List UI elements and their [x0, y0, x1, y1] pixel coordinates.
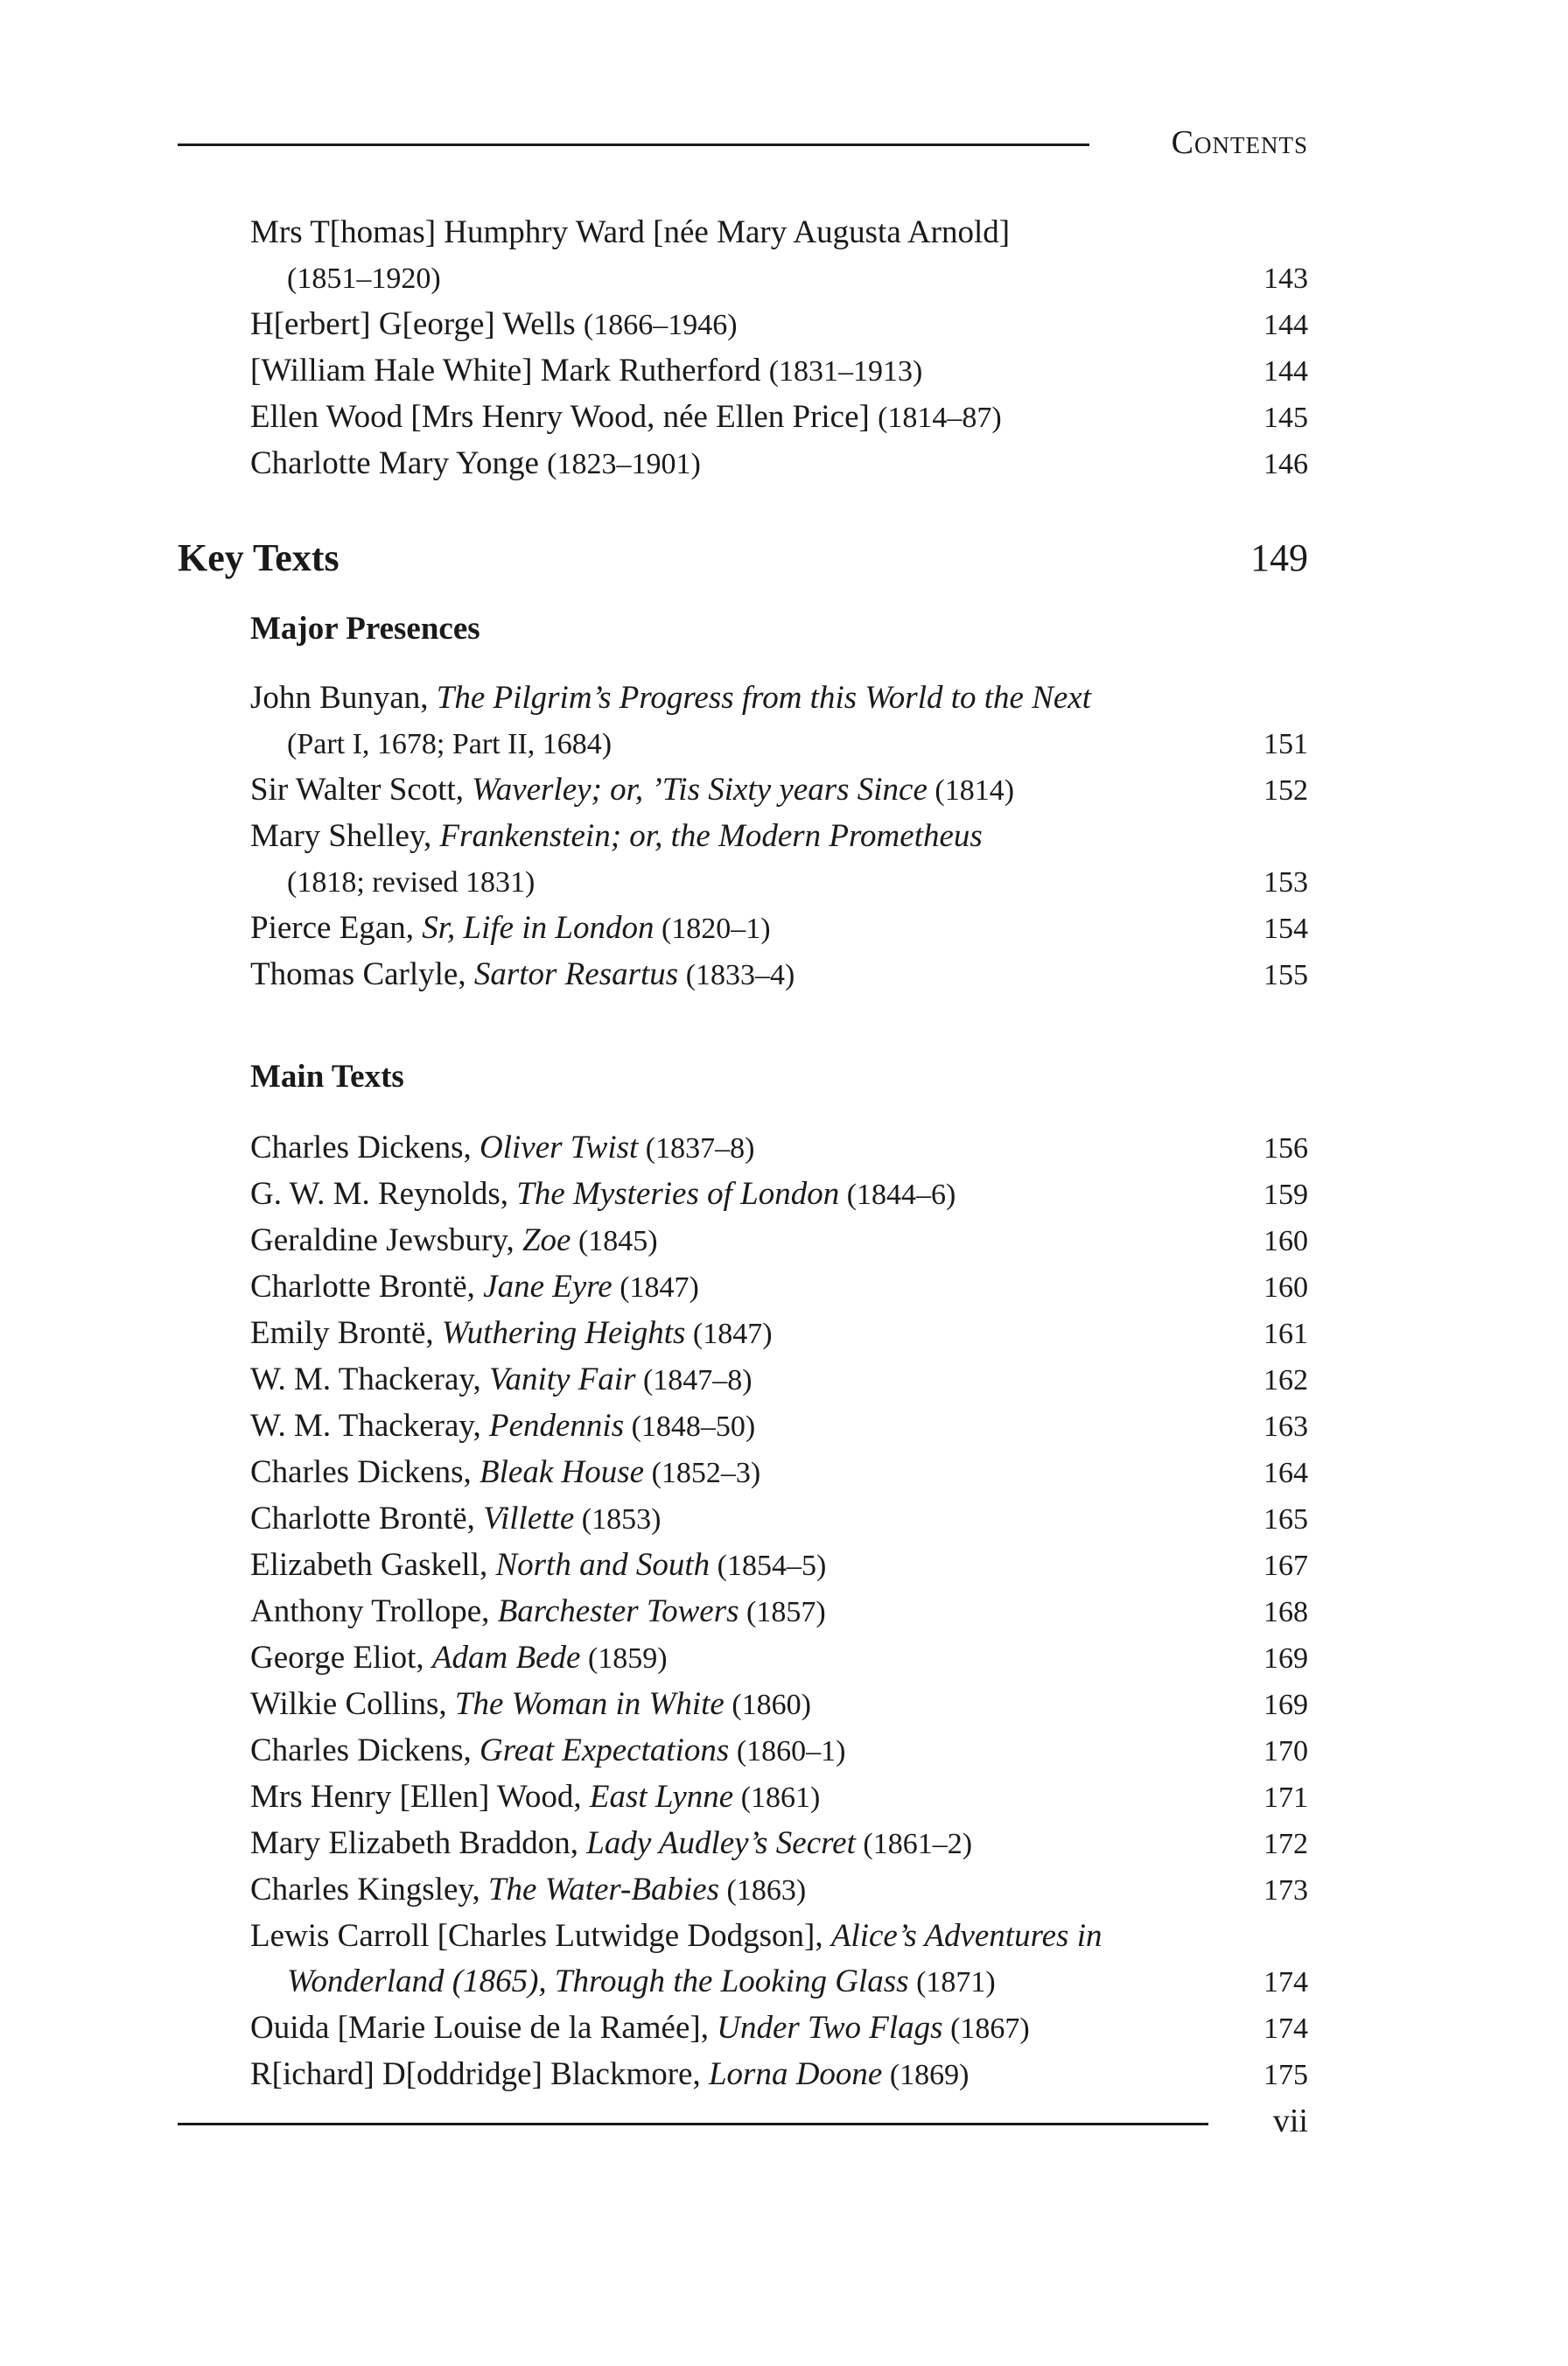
entry-years: (1845): [570, 1225, 658, 1257]
entry-page-number: 169: [1264, 1642, 1308, 1675]
entry-line: [250, 1543, 1308, 1589]
entry-author: W. M. Thackeray,: [250, 1362, 489, 1397]
entry-author: Ouida [Marie Louise de la Ramée],: [250, 2010, 718, 2046]
entry-page-number: 168: [1264, 1596, 1308, 1628]
entry-author: W. M. Thackeray,: [250, 1408, 489, 1444]
entry-line: [250, 1404, 1308, 1450]
entry-line: [250, 1125, 1308, 1172]
entry-page-number: 175: [1264, 2059, 1308, 2091]
entry-title: Adam Bede: [431, 1640, 581, 1676]
entry-author: Sir Walter Scott,: [250, 772, 472, 808]
entry-page-number: 167: [1264, 1550, 1308, 1582]
entry-title: Wuthering Heights: [441, 1315, 686, 1351]
section-page-number: 149: [1250, 536, 1308, 579]
entry-page-number: 146: [1264, 448, 1308, 480]
entry-years: (1851–1920): [287, 262, 441, 295]
entry-page-number: 144: [1264, 355, 1308, 388]
entry-title-continued: Wonderland (1865), Through the Looking Glass: [287, 1964, 909, 1999]
entry-line: [250, 1867, 1308, 1914]
entry-line: [250, 1589, 1308, 1635]
toc-entry[interactable]: [250, 1821, 1308, 1867]
entry-author: Anthony Trollope,: [250, 1593, 498, 1629]
entry-author: Geraldine Jewsbury,: [250, 1222, 522, 1258]
entry-author: George Eliot,: [250, 1640, 432, 1676]
toc-entry[interactable]: [250, 1264, 1308, 1311]
entry-years: (1852–3): [644, 1457, 761, 1489]
entry-years: (1866–1946): [583, 309, 738, 341]
entry-author: Lewis Carroll [Charles Lutwidge Dodgson],: [250, 1918, 831, 1954]
entry-author: Mrs Henry [Ellen] Wood,: [250, 1779, 590, 1815]
entry-line-continued: [250, 1959, 1308, 2006]
entry-author: Ellen Wood [Mrs Henry Wood, née Ellen Price]: [250, 399, 870, 435]
entry-line: [250, 2006, 1308, 2052]
entry-title: Sr, Life in London: [422, 910, 654, 946]
entry-title: East Lynne: [589, 1779, 734, 1815]
entry-years: (1847): [685, 1318, 773, 1350]
entry-title: The Mysteries of London: [516, 1176, 840, 1212]
entry-page-number: 164: [1264, 1457, 1308, 1489]
section-heading-key-texts[interactable]: [178, 536, 1308, 580]
toc-entry[interactable]: [250, 1635, 1308, 1682]
entry-author: Pierce Egan,: [250, 910, 423, 946]
entry-years: (1847–8): [635, 1364, 752, 1396]
entry-page-number: 170: [1264, 1735, 1308, 1768]
toc-entry[interactable]: [250, 1496, 1308, 1543]
entry-title: The Water-Babies: [487, 1872, 720, 1908]
entry-author: G. W. M. Reynolds,: [250, 1176, 517, 1212]
entry-page-number: 153: [1264, 866, 1308, 899]
entry-author: R[ichard] D[oddridge] Blackmore,: [250, 2056, 709, 2092]
subheading-main-texts: Main Texts: [250, 1059, 404, 1095]
page-folio: vii: [1272, 2103, 1308, 2139]
entry-years: (1820–1): [654, 913, 771, 945]
entry-author: Emily Brontë,: [250, 1315, 442, 1351]
entry-page-number: 143: [1264, 262, 1308, 295]
entry-line: [250, 1774, 1308, 1821]
entry-page-number: 160: [1264, 1225, 1308, 1257]
entry-years: (1847): [612, 1271, 699, 1304]
entry-page-number: 160: [1264, 1271, 1308, 1304]
entry-author: H[erbert] G[eorge] Wells: [250, 306, 576, 342]
entry-title: Lorna Doone: [708, 2056, 883, 2092]
entry-years: (1857): [738, 1596, 826, 1628]
entry-line: [250, 1821, 1308, 1867]
toc-entry[interactable]: [250, 906, 1308, 952]
entry-line: [250, 1172, 1308, 1218]
entry-years: (1833–4): [678, 959, 795, 991]
toc-entry[interactable]: [250, 1914, 1308, 2006]
entry-title: Vanity Fair: [488, 1362, 636, 1397]
entry-line: [250, 1264, 1308, 1311]
entry-line: [250, 676, 1308, 721]
running-head: Contents: [1171, 124, 1308, 161]
entry-title: Alice’s Adventures in: [830, 1918, 1102, 1954]
toc-entry[interactable]: [250, 952, 1308, 998]
toc-entry[interactable]: [250, 1404, 1308, 1450]
entry-line: [250, 210, 1308, 256]
entry-author: Charlotte Brontë,: [250, 1501, 484, 1536]
entry-years: (1818; revised 1831): [287, 866, 536, 899]
toc-entry[interactable]: [250, 1682, 1308, 1728]
entry-title: Barchester Towers: [497, 1593, 739, 1629]
entry-years: (1844–6): [839, 1179, 956, 1211]
major-presences-list: [250, 676, 1308, 998]
toc-entry[interactable]: [250, 1172, 1308, 1218]
entry-title: Frankenstein; or, the Modern Prometheus: [439, 818, 983, 854]
entry-author: Charles Dickens,: [250, 1130, 480, 1166]
entry-line: [250, 2052, 1308, 2098]
entry-page-number: 163: [1264, 1410, 1308, 1443]
entry-page-number: 169: [1264, 1689, 1308, 1721]
toc-entry[interactable]: [250, 1728, 1308, 1774]
toc-entry[interactable]: [250, 1218, 1308, 1264]
toc-entry[interactable]: [250, 676, 1308, 767]
entry-line: [250, 1682, 1308, 1728]
entry-author: Charles Kingsley,: [250, 1872, 488, 1908]
entry-line-continued: [250, 859, 1308, 906]
entry-years: (1867): [942, 2012, 1030, 2045]
main-texts-list: [250, 1125, 1308, 2098]
entry-years: (1837–8): [638, 1132, 755, 1165]
entry-years: (1860): [724, 1689, 812, 1721]
entry-line-continued: [250, 721, 1308, 767]
entry-line: [250, 395, 1308, 441]
entry-years: (1859): [580, 1642, 668, 1675]
entry-page-number: 174: [1264, 1966, 1308, 1998]
toc-entry[interactable]: [250, 2052, 1308, 2098]
entry-title: Jane Eyre: [483, 1269, 612, 1305]
entry-page-number: 151: [1264, 728, 1308, 760]
section-title: Key Texts: [178, 536, 340, 579]
entry-years: (1869): [882, 2059, 970, 2091]
entry-author: Elizabeth Gaskell,: [250, 1547, 496, 1583]
entry-title: Great Expectations: [480, 1732, 730, 1768]
entry-page-number: 154: [1264, 913, 1308, 945]
entry-years: (1848–50): [624, 1410, 756, 1443]
entry-title: North and South: [495, 1547, 710, 1583]
entry-page-number: 171: [1264, 1782, 1308, 1814]
entry-page-number: 156: [1264, 1132, 1308, 1165]
entry-title: Oliver Twist: [480, 1130, 639, 1166]
header-rule: [178, 144, 1089, 146]
entry-page-number: 165: [1264, 1503, 1308, 1536]
entry-line: [250, 1914, 1308, 1959]
toc-entry[interactable]: [250, 814, 1308, 906]
entry-title: Bleak House: [480, 1454, 645, 1490]
toc-entry[interactable]: [250, 441, 1308, 487]
entry-years: (1871): [908, 1966, 996, 1998]
toc-entry[interactable]: [250, 1774, 1308, 1821]
entry-years: (1863): [719, 1874, 807, 1907]
entry-years: (1861): [733, 1782, 821, 1814]
entry-line: [250, 814, 1308, 859]
entry-title: Sartor Resartus: [473, 956, 679, 992]
entry-years: (1853): [574, 1503, 662, 1536]
entry-line: [250, 441, 1308, 487]
entry-title: The Woman in White: [454, 1686, 724, 1722]
entry-title: Under Two Flags: [717, 2010, 943, 2046]
entry-author: Mary Shelley,: [250, 818, 440, 854]
toc-entry[interactable]: [250, 767, 1308, 814]
entry-title: Villette: [483, 1501, 575, 1536]
entry-author: John Bunyan,: [250, 680, 437, 716]
entry-author: Wilkie Collins,: [250, 1686, 455, 1722]
toc-entry[interactable]: [250, 1589, 1308, 1635]
entry-page-number: 174: [1264, 2012, 1308, 2045]
entry-years: (1860–1): [729, 1735, 846, 1768]
toc-entry[interactable]: [250, 1311, 1308, 1357]
entry-page-number: 159: [1264, 1179, 1308, 1211]
entry-page-number: 155: [1264, 959, 1308, 991]
entry-years: (1814–87): [878, 402, 1002, 434]
entry-author: Charles Dickens,: [250, 1732, 480, 1768]
entry-author: Charlotte Brontë,: [250, 1269, 484, 1305]
entry-years: (1814): [927, 774, 1015, 807]
entry-author: Mary Elizabeth Braddon,: [250, 1825, 587, 1861]
entry-author: Charlotte Mary Yonge: [250, 445, 539, 481]
entry-line: [250, 767, 1308, 814]
subheading-major-presences: Major Presences: [250, 611, 480, 647]
entry-line: [250, 1311, 1308, 1357]
toc-entry[interactable]: [250, 1543, 1308, 1589]
entry-years: (1823–1901): [547, 448, 701, 480]
entry-line: [250, 906, 1308, 952]
entry-title: Zoe: [522, 1222, 571, 1258]
entry-line: [250, 1496, 1308, 1543]
toc-entry[interactable]: [250, 302, 1308, 348]
entry-author: Mrs T[homas] Humphry Ward [née Mary Augusta Arnold]: [250, 214, 1011, 250]
entry-page-number: 173: [1264, 1874, 1308, 1907]
entry-page-number: 145: [1264, 402, 1308, 434]
entry-line: [250, 1357, 1308, 1404]
entry-page-number: 172: [1264, 1828, 1308, 1860]
toc-entry[interactable]: [250, 1867, 1308, 1914]
entry-line-continued: [250, 256, 1308, 302]
toc-entry[interactable]: [250, 395, 1308, 441]
toc-entry[interactable]: [250, 348, 1308, 395]
entry-line: [250, 348, 1308, 395]
entry-page-number: 144: [1264, 309, 1308, 341]
toc-entry[interactable]: [250, 210, 1308, 302]
entry-years: (1861–2): [855, 1828, 973, 1860]
entry-line: [250, 302, 1308, 348]
entry-page-number: 162: [1264, 1364, 1308, 1396]
entry-page-number: 152: [1264, 774, 1308, 807]
entry-years: (1831–1913): [768, 355, 923, 388]
entry-author: Charles Dickens,: [250, 1454, 480, 1490]
entry-line: [250, 1635, 1308, 1682]
toc-entry[interactable]: [250, 1450, 1308, 1496]
top-entries-list: [250, 210, 1308, 487]
entry-page-number: 161: [1264, 1318, 1308, 1350]
entry-author: [William Hale White] Mark Rutherford: [250, 353, 761, 388]
entry-line: [250, 952, 1308, 998]
entry-line: [250, 1218, 1308, 1264]
entry-line: [250, 1450, 1308, 1496]
toc-entry[interactable]: [250, 1125, 1308, 1172]
entry-title: Lady Audley’s Secret: [586, 1825, 856, 1861]
entry-title: Waverley; or, ’Tis Sixty years Since: [472, 772, 928, 808]
entry-line: [250, 1728, 1308, 1774]
toc-entry[interactable]: [250, 1357, 1308, 1404]
entry-years: (1854–5): [710, 1550, 827, 1582]
toc-entry[interactable]: [250, 2006, 1308, 2052]
entry-author: Thomas Carlyle,: [250, 956, 474, 992]
entry-title: Pendennis: [488, 1408, 625, 1444]
entry-title: The Pilgrim’s Progress from this World to the Next: [436, 680, 1092, 716]
entry-years: (Part I, 1678; Part II, 1684): [287, 728, 612, 760]
footer-rule: [178, 2123, 1208, 2125]
